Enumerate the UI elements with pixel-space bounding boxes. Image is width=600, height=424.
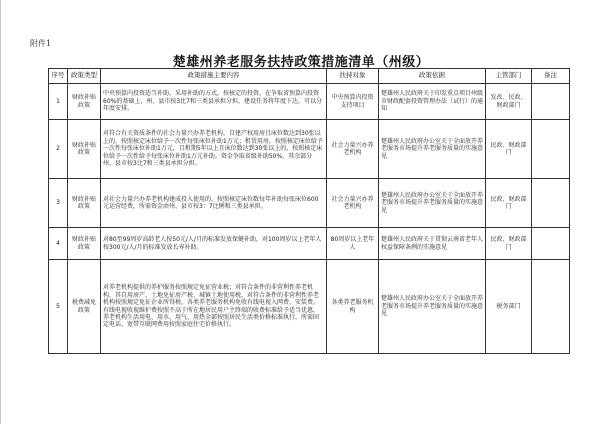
row-note [532,260,570,354]
table-row [49,228,570,260]
header-policy-type: 政策类型 [68,69,101,84]
table-row [49,84,570,120]
table-row [49,179,570,228]
row-note [532,84,570,120]
row-measure: 对养老机构提供的养护服务按照规定免征营业税；对符合条件的非营利性养老机构，其自用房产、土地免征房产税、城镇土地使用税，对符合条件的非营利性养老机构按照规定免征企业所得税。各类养老服务机构免收有线电视入网费、安装费。有线电视收视维护费按照不高于所在地居民用户主终端的收费标准给予适当优惠，养老机构生活用电、用水、用气、用热全部按照居民生活类价格标准执行，所需固定电话、宽带互联网费用按照家庭住宅价格执行。 [101,260,327,354]
row-note [532,120,570,179]
row-basis: 楚雄州人民政府办公室关于全面放开养老服务市场提升养老服务质量的实施意见 [379,260,486,354]
row-measure: 中央预算内投资适当补助。采用补助的方式，按核定的投资，在争取省预算内投资60%的基础上，州、县市按3比7和三类县承担分担，建设任务将年度下达，可以分年度安排。 [101,84,327,120]
row-no: 5 [49,260,68,354]
row-dept: 发改、民政、财政部门 [486,84,532,120]
row-no: 4 [49,228,68,260]
row-policy-type: 财政补贴政策 [68,120,101,179]
row-target: 80周岁以上老年人 [327,228,379,260]
document-title: 楚雄州养老服务扶持政策措施清单（州级） [172,55,430,70]
row-dept: 民政、财政部门 [486,228,532,260]
row-basis: 楚雄州人民政府关于贯彻云南省老年人权益保障条例的实施意见 [379,228,486,260]
row-note [532,228,570,260]
row-note [532,179,570,228]
row-dept: 税务部门 [486,260,532,354]
header-basis: 政策依据 [379,69,486,84]
row-dept: 民政、财政部门 [486,120,532,179]
row-no: 3 [49,179,68,228]
row-target: 中央预算内投资支持项目 [327,84,379,120]
row-no: 1 [49,84,68,120]
row-measure: 对社会力量兴办养老机构建成投入使用的，按照核定床位数每年补助每张床位600元运营经费，所需资金由州、县市按3：7比例和三类县承担。 [101,179,327,228]
row-policy-type: 财政补贴政策 [68,179,101,228]
header-no: 序号 [49,69,68,84]
row-target: 社会力量兴办养老机构 [327,120,379,179]
row-no: 2 [49,120,68,179]
row-basis: 楚雄州人民政府关于印发重点项目州级市财政配套投资管理办法（试行）的通知 [379,84,486,120]
row-target: 各类养老服务机构 [327,260,379,354]
table-header-row [49,69,570,84]
header-dept: 主管部门 [486,69,532,84]
row-measure: 对符合有关资质条件的社会力量兴办养老机构，自建产权用房且床位数达到30张以上的，按照核定床位给予一次性每张床位补助1万元；租赁用房，按照核定床位给予一次性每张床位补助1万元，且租期5年以上且床位数达到30张以上的，按照核定床位给予一次性给予每张床位补助1万元补助。资金争取省级补助50%，其余部分州、县市按3比7和三类县承担分担。 [101,120,327,179]
table-row [49,260,570,354]
row-basis: 楚雄州人民政府办公室关于全面放开养老服务市场提升养老服务质量的实施意见 [379,179,486,228]
row-policy-type: 财政补贴政策 [68,228,101,260]
policy-table [48,68,570,354]
row-dept: 民政、财政部门 [486,179,532,228]
header-note: 备注 [532,69,570,84]
table-row [49,120,570,179]
row-basis: 楚雄州人民政府办公室关于全面放开养老服务市场提升养老服务质量的实施意见 [379,120,486,179]
row-target: 社会力量兴办养老机构 [327,179,379,228]
annex-label: 附件1 [30,39,52,48]
row-measure: 对80至99周岁高龄老人按50元/人/月的标准发放保健补助，对100周岁以上老年人按300元/人/月的标准发放长寿补助。 [101,228,327,260]
row-policy-type: 税费减免政策 [68,260,101,354]
header-measure: 政策措施主要内容 [101,69,327,84]
header-target: 扶持对象 [327,69,379,84]
row-policy-type: 财政补贴政策 [68,84,101,120]
